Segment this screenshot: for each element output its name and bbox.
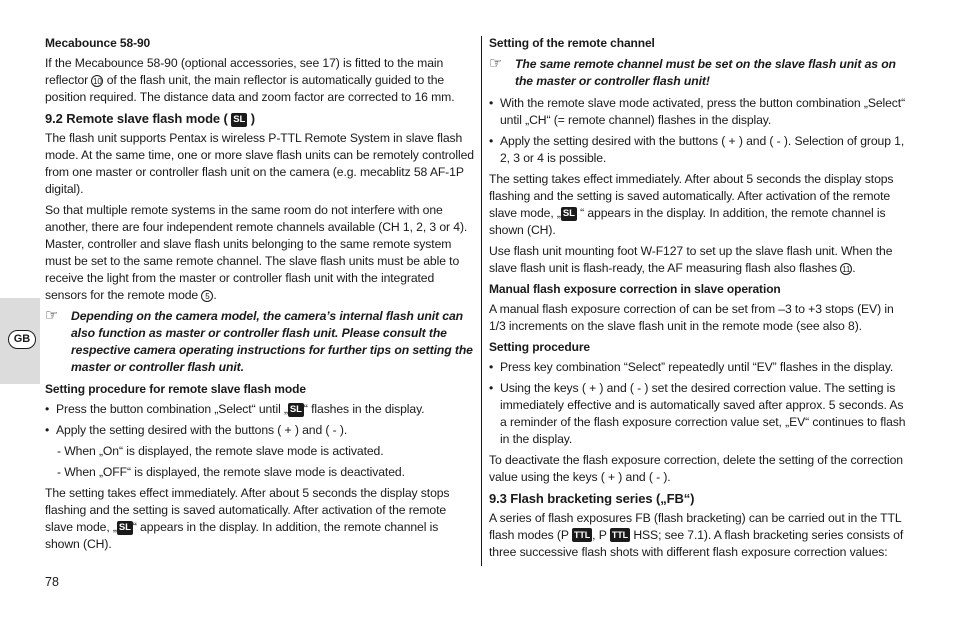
column-divider xyxy=(481,36,482,566)
heading-flash-bracketing: 9.3 Flash bracketing series („FB“) xyxy=(489,491,695,506)
list-item: • Press key combination “Select” repeatedly until “EV” flashes in the display. xyxy=(489,359,913,376)
sl-icon: SL xyxy=(233,114,246,125)
ttl-icon: TTL xyxy=(611,530,629,540)
paragraph-mounting-foot: Use flash unit mounting foot W-F127 to set up the slave flash unit. When the slave flash unit is flash-ready, the AF measuring flash also flashes 11 . xyxy=(489,244,893,275)
list-item: • Using the keys ( + ) and ( - ) set the desired correction value. The setting is immediately effective and is automatically saved after approx. 5 seconds. As a reminder of the flash exposure correction value set, „EV“ continues to flash in the display. xyxy=(489,380,913,448)
paragraph-remote-channels: So that multiple remote systems in the same room do not interfere with one another, there are four independent remote channels available (CH 1, 2, 3 or 4). Master, controller and slave flash units belonging to the same remote system must be set to the same remote channel. The slave flash units must be able to receive the light from the master or controller flash unit with the integrated sensors for the remote mode 5 . xyxy=(45,203,468,302)
heading-setting-procedure: Setting procedure for remote slave flash mode xyxy=(45,382,306,396)
list-item: • Press the button combination „Select“ until „ SL “ flashes in the display. xyxy=(45,401,475,418)
ttl-icon: TTL xyxy=(573,530,591,540)
list-item: • Apply the setting desired with the buttons ( + ) and ( - ). Selection of group 1, 2, 3 or 4 is possible. xyxy=(489,133,913,167)
paragraph-manual-correction: A manual flash exposure correction of can be set from –3 to +3 stops (EV) in 1/3 increments on the slave flash unit in the remote mode (see also 8). xyxy=(489,302,894,333)
note-camera-master: ☞ Depending on the camera model, the camera’s internal flash unit can also function as master or controller flash unit. Please consult the respective camera operating instructions for further tips on setting the master or controller flash unit. xyxy=(45,307,473,374)
note-same-channel: ☞ The same remote channel must be set on the slave flash unit as on the master or controller flash unit! xyxy=(489,55,896,88)
sl-icon: SL xyxy=(118,522,131,533)
pointing-hand-icon: ☞ xyxy=(45,307,59,324)
list-subitem-on: - When „On“ is displayed, the remote slave mode is activated. xyxy=(57,444,384,458)
right-column xyxy=(489,35,913,565)
paragraph-deactivate: To deactivate the flash exposure correction, delete the setting of the correction value using the keys ( + ) and ( - ). xyxy=(489,453,903,484)
left-column xyxy=(45,35,475,557)
sl-icon: SL xyxy=(562,208,575,219)
list-item: • With the remote slave mode activated, press the button combination „Select“ until „CH“ (= remote channel) flashes in the display. xyxy=(489,95,913,129)
heading-setting-procedure-ev: Setting procedure xyxy=(489,340,590,354)
heading-remote-slave: 9.2 Remote slave flash mode ( SL ) xyxy=(45,111,255,126)
paragraph-mecabounce: If the Mecabounce 58-90 (optional accessories, see 17) is fitted to the main reflector 10 of the flash unit, the main reflector is automatically guided to the position required. The distance data and zoom factor are corrected to 16 mm. xyxy=(45,56,455,104)
paragraph-pentax-ttl: The flash unit supports Pentax is wireless P-TTL Remote System in slave flash mode. At the same time, one or more slave flash units can be remotely controlled from one master or controller flash unit on the camera (e.g. mecablitz 58 AF-1P digital). xyxy=(45,131,474,196)
paragraph-setting-effect: The setting takes effect immediately. After about 5 seconds the display stops flashing and the setting is saved automatically. After activation of the remote slave mode, „ SL “ appears in the display. In addition, the remote channel is shown (CH). xyxy=(45,486,450,551)
paragraph-channel-effect: The setting takes effect immediately. After about 5 seconds the display stops flashing and the setting is saved automatically. After activation of the remote slave mode, „ SL “ appears in the display. In addition, the remote channel is shown (CH). xyxy=(489,172,894,237)
sl-icon: SL xyxy=(289,404,302,415)
heading-manual-correction: Manual flash exposure correction in slave operation xyxy=(489,282,781,296)
heading-mecabounce: Mecabounce 58-90 xyxy=(45,36,151,50)
circled-number-5: 5 xyxy=(201,290,213,302)
heading-remote-channel: Setting of the remote channel xyxy=(489,36,655,50)
language-tab-label: GB xyxy=(8,330,36,349)
paragraph-flash-bracketing: A series of flash exposures FB (flash bracketing) can be carried out in the TTL flash modes (P TTL , P TTL HSS; see 7.1). A flash bracketing series consists of three successive flash shots with different flash exposure correction values: xyxy=(489,511,904,559)
list-item: • Apply the setting desired with the buttons ( + ) and ( - ). xyxy=(45,422,475,439)
list-subitem-off: - When „OFF“ is displayed, the remote slave mode is deactivated. xyxy=(57,465,405,479)
pointing-hand-icon: ☞ xyxy=(489,55,503,72)
circled-number-11: 11 xyxy=(842,265,851,274)
circled-number-10: 10 xyxy=(93,77,102,86)
page-number: 78 xyxy=(45,575,59,589)
